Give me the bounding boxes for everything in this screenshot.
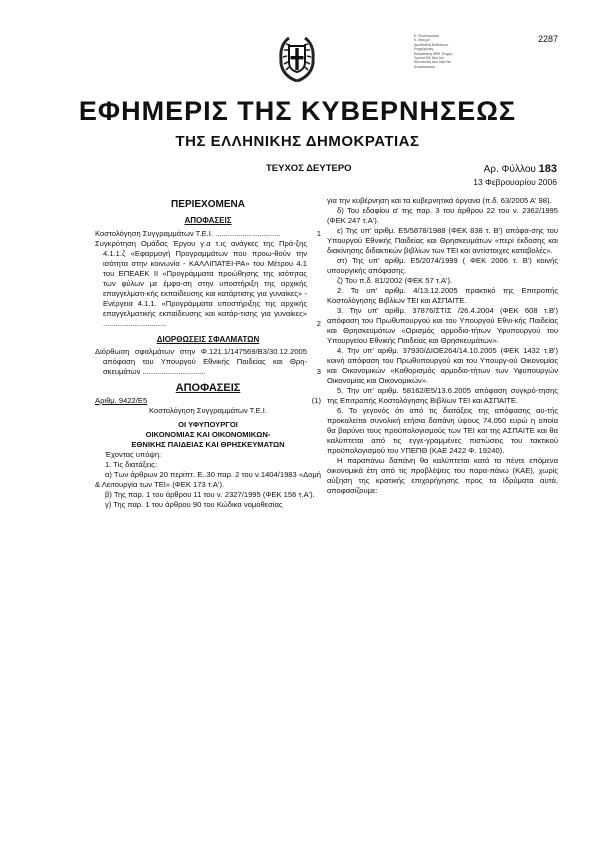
toc-entry-page: 1 — [316, 229, 321, 238]
corrections-subheading: ΔΙΟΡΘΩΣΕΙΣ ΣΦΑΛΜΑΤΩΝ — [156, 335, 260, 344]
paragraph: α) Των άρθρων 20 περίπτ. Ε..30 παρ. 2 του ν.1404/1983 «Δομή & Λειτουργία των ΤΕΙ» (ΦΕΚ 173 τ.Α'). — [95, 470, 321, 489]
decision-reference — [95, 396, 321, 406]
decision-subject: Κοστολόγηση Συγγραμμάτων Τ.Ε.Ι. — [149, 406, 267, 415]
right-column — [327, 196, 558, 496]
decisions-heading: ΑΠΟΦΑΣΕΙΣ — [175, 382, 241, 394]
page-number: 2287 — [537, 34, 558, 44]
toc-entry-page: 2 — [316, 319, 321, 328]
ministers-line: ΕΘΝΙΚΗΣ ΠΑΙΔΕΙΑΣ ΚΑΙ ΘΡΗΣΚΕΥΜΑΤΩΝ — [131, 440, 285, 449]
toc-entry-page: 3 — [316, 367, 321, 376]
issue-label: ΤΕΥΧΟΣ ΔΕΥΤΕΡΟ — [266, 163, 352, 174]
decision-number: Αριθμ. 9422/Ε5 — [95, 396, 148, 405]
issue-date: 13 Φεβρουαρίου 2006 — [473, 177, 557, 187]
toc-entry-text: Διόρθωση σφαλμάτων στην Φ.121.1/147569/Β3/30.12.2005 απόφαση του Υπουργού Εθνικής Παιδείας και Θρη-σκευμάτων .............................. — [95, 347, 307, 376]
paragraph: 1. Τις διατάξεις: — [105, 460, 157, 469]
stamp-line: Χρόνια ΕΚ Νέο Νο — [414, 56, 444, 61]
stamp-line: Κατάσταση ΦΕΚ Τεύχος — [414, 51, 453, 56]
paragraph: γ) Της παρ. 1 του άρθρου 90 του Κώδικα νομοθεσίας — [105, 500, 283, 509]
paragraph: β) Της παρ. 1 του άρθρου 11 του ν. 2327/1995 (ΦΕΚ 156 τ.Α'). — [105, 490, 315, 499]
toc-entry — [95, 239, 321, 329]
ministers-line: ΟΙΚΟΝΟΜΙΑΣ ΚΑΙ ΟΙΚΟΝΟΜΙΚΩΝ- — [145, 430, 271, 439]
paragraph: για την κυβέρνηση και τα κυβερνητικά όργανα (π.δ. 63/2005 Α' 98). — [327, 196, 552, 205]
toc-entry — [95, 347, 321, 377]
contents-heading: ΠΕΡΙΕΧΟΜΕΝΑ — [171, 199, 245, 210]
paragraph: Η παραπάνω δαπάνη θα καλύπτεται κατά τα πέντε επόμενα οικονομικά έτη από τις προβλέψεις του παρα-πάνω (ΚΑΕ), χωρίς αύξηση της κρατικής επιχορήγησης προς τα Ιδρύματα αυτά, αποφασίζουμε: — [327, 456, 558, 495]
decisions-subheading: ΑΠΟΦΑΣΕΙΣ — [184, 216, 232, 225]
ministers-line: ΟΙ ΥΦΥΠΟΥΡΓΟΙ — [178, 420, 238, 429]
toc-entry — [95, 229, 321, 239]
decision-index: (1) — [311, 396, 321, 405]
sheet-number — [484, 163, 557, 175]
stamp-line: Εκτύπωση Δυο Νέα Νο — [414, 60, 452, 65]
paragraph: Έχοντας υπόψη: — [105, 450, 162, 459]
stamp-line: Κ. Μουχλι — [414, 38, 430, 43]
gazette-title: ΕΦΗΜΕΡΙΣ ΤΗΣ ΚΥΒΕΡΝΗΣΕΩΣ — [78, 96, 517, 126]
paragraph: 4. Την υπ' αριθμ. 37930/ΔΙΟΕ264/14.10.2005 (ΦΕΚ 1432 τ.Β') κοινή απόφαση του Πρωθυπουργού και του Υπουργ-ού Οικονομίας και Οικονομικών «Καθορισμός αρμοδιο-τήτων των Υφυπουργών Οικονομίας και Οικονομικών». — [327, 346, 558, 385]
sheet-label: Αρ. Φύλλου — [483, 164, 536, 175]
paragraph: 6. Το γεγονός ότι από τις διατάξεις της απόφασης αυ-τής προκαλείται συνολική ετήσια δαπάνη ύψους 74.050 ευρώ η οποία θα βαρύνει τους προϋπολογισμούς των ΤΕΙ και της ΑΣΠΑΙΤΕ και θα καλύπτεται από τις εγγε-γραμμένες πιστώσεις του τακτικού προϋπολογισμού του ΥΠΕΠΘ (ΚΑΕ 2422 Φ. 19240). — [327, 406, 558, 455]
greek-coat-of-arms-icon — [277, 34, 317, 82]
sheet-number-value: 183 — [538, 163, 557, 175]
left-column — [95, 196, 321, 510]
toc-entry-text: Κοστολόγηση Συγγραμμάτων Τ.Ε.Ι. ............................... — [95, 229, 281, 238]
stamp-line: Αποκλειστικό — [414, 64, 436, 69]
paragraph: δ) Του εδαφίου α' της παρ. 3 του άρθρου 22 του ν. 2362/1995 (ΦΕΚ 247 τ.Α'). — [327, 206, 558, 225]
stamp-line: Ενημέρωση- — [414, 47, 435, 52]
paragraph: στ) Της υπ' αριθμ. Ε5/2074/1999 ( ΦΕΚ 2006 τ. Β') κοινής υπουργικής απόφασης. — [327, 256, 558, 275]
distribution-stamp — [414, 34, 484, 69]
gazette-subtitle: ΤΗΣ ΕΛΛΗΝΙΚΗΣ ΔΗΜΟΚΡΑΤΙΑΣ — [175, 133, 420, 150]
paragraph: 5. Την υπ' αριθμ. 58162/Ε5/13.6.2005 απόφαση συγκρό-τησης της Επιτροπής Κοστολόγησης Βιβλίων ΤΕΙ και ΑΣΠΑΙΤΕ. — [327, 386, 558, 405]
paragraph: ε) Της υπ' αριθμ. Ε5/5878/1988 (ΦΕΚ 838 τ. Β') απόφα-σης του Υπουργού Εθνικής Παιδείας και Θρησκευμάτων «περί έκδοσης και διακίνησης διδακτικών βιβλίων των ΤΕΙ και αντίστοιχες καταβολές». — [327, 226, 558, 255]
stamp-line: Διεύθυνση Εκδόσεων — [414, 42, 449, 47]
paragraph: 2. Το υπ' αριθμ. 4/13.12.2005 πρακτικό της Επιτροπής Κοστολόγησης Βιβλίων ΤΕΙ και ΑΣΠΑΙΤΕ. — [327, 286, 558, 305]
toc-entry-text: Συγκρότηση Ομάδας Έργου γ.α τ.ις ανάγκες της Πρά-ξης 4.1.1.ζ «Εφαρμογή Προγραμμάτων που προω-θούν την ισότητα στην κοινωνία - ΚΑΛΛΙΠΑΤΕΙ-ΡΑ» του Μέτρου 4.1 του ΕΠΕΑΕΚ ΙΙ «Προγράμματα προώθησης της ισότητας των φύλων με έμφα-ση στην υποστήριξη της αρχικής επαγγελματι-κής εκπαίδευσης και κατάρτισης για γυναίκες» - Ενέργεια 4.1.1. «Προγράμματα υποστήριξης της αρχικής επαγγελματικής εκπαίδευσης και κατάρ-τισης για γυναίκες» .............................. — [95, 239, 307, 328]
paragraph: 3. Την υπ' αριθμ. 37876/ΣΤΙΣ /26.4.2004 (ΦΕΚ 608 τ.Β') απόφαση του Πρωθυπουργού και του Υπουργού Εθνι-κής Παιδείας και Θρησκευμάτων «Ορισμός αρμοδιο-τήτων Υφυπουργού του Υπουργείου Εθνικής Παιδείας και Θρησκευμάτων». — [327, 306, 558, 345]
stamp-line: Ε. Φωτόπουλος — [414, 34, 440, 38]
paragraph: ζ) Του π.δ. 81/2002 (ΦΕΚ 57 τ.Α'). — [337, 276, 453, 285]
